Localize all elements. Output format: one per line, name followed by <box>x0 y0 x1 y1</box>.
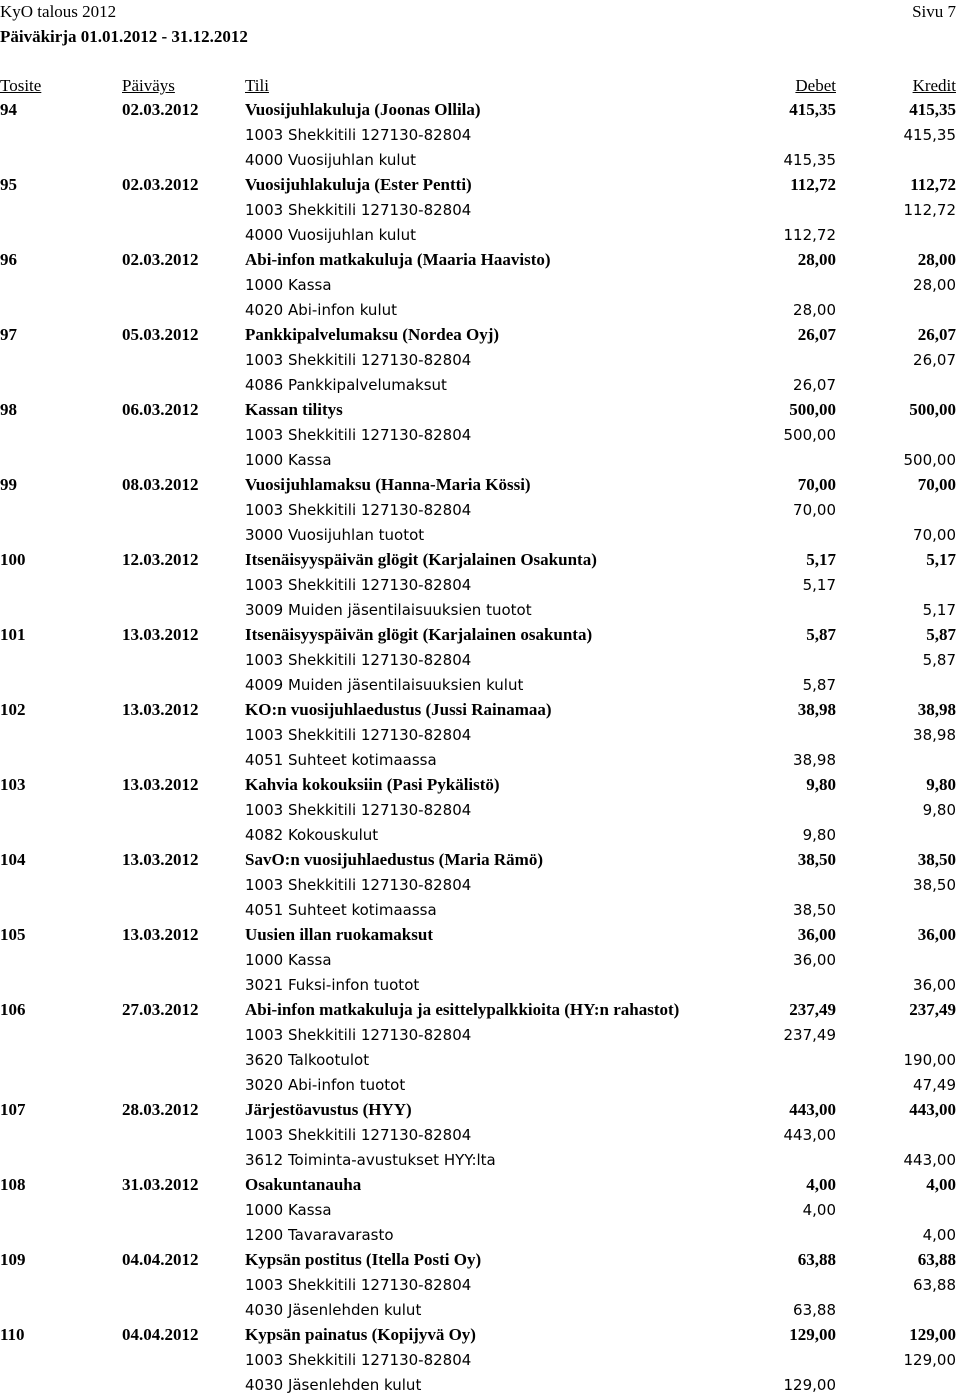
entry-date: 06.03.2012 <box>122 400 199 419</box>
line-debet: 38,50 <box>793 901 836 919</box>
line-kredit: 47,49 <box>913 1076 956 1094</box>
entry-description: Uusien illan ruokamaksut <box>245 925 433 944</box>
line-account: 1003 Shekkitili 127130-82804 <box>245 726 472 744</box>
entry-line <box>0 598 960 623</box>
line-kredit: 129,00 <box>903 1351 956 1369</box>
entry-row <box>0 98 960 123</box>
entry-number: 110 <box>0 1325 25 1344</box>
entry-line <box>0 1148 960 1173</box>
entry-debet: 26,07 <box>797 325 836 344</box>
line-account: 3620 Talkootulot <box>245 1051 370 1069</box>
line-debet: 4,00 <box>802 1201 836 1219</box>
line-kredit: 9,80 <box>922 801 956 819</box>
line-account: 1003 Shekkitili 127130-82804 <box>245 1276 472 1294</box>
page-number: Sivu 7 <box>912 2 956 21</box>
line-account: 1003 Shekkitili 127130-82804 <box>245 1351 472 1369</box>
entry-description: Vuosijuhlamaksu (Hanna-Maria Kössi) <box>245 475 531 494</box>
line-debet: 5,87 <box>802 676 836 694</box>
entry-line <box>0 673 960 698</box>
line-account: 4086 Pankkipalvelumaksut <box>245 376 447 394</box>
entry-line <box>0 123 960 148</box>
entry-date: 12.03.2012 <box>122 550 199 569</box>
entry-number: 101 <box>0 625 26 644</box>
line-account: 1000 Kassa <box>245 451 332 469</box>
line-kredit: 36,00 <box>913 976 956 994</box>
entry-number: 104 <box>0 850 26 869</box>
entry-row <box>0 773 960 798</box>
entry-debet: 38,98 <box>797 700 836 719</box>
line-kredit: 4,00 <box>922 1226 956 1244</box>
entry-row <box>0 323 960 348</box>
entry-kredit: 443,00 <box>909 1100 956 1119</box>
entry-description: Kypsän painatus (Kopijyvä Oy) <box>245 1325 476 1344</box>
entry-description: Osakuntanauha <box>245 1175 362 1194</box>
line-account: 4009 Muiden jäsentilaisuuksien kulut <box>245 676 524 694</box>
entry-date: 31.03.2012 <box>122 1175 199 1194</box>
entry-row <box>0 923 960 948</box>
line-account: 1003 Shekkitili 127130-82804 <box>245 651 472 669</box>
entry-description: Kypsän postitus (Itella Posti Oy) <box>245 1250 482 1269</box>
entry-date: 13.03.2012 <box>122 700 199 719</box>
line-kredit: 112,72 <box>903 201 956 219</box>
entry-kredit: 9,80 <box>926 775 956 794</box>
entry-number: 107 <box>0 1100 26 1119</box>
entry-row <box>0 1248 960 1273</box>
line-debet: 500,00 <box>783 426 836 444</box>
entry-line <box>0 1198 960 1223</box>
entry-debet: 129,00 <box>789 1325 836 1344</box>
line-debet: 9,80 <box>802 826 836 844</box>
entry-line <box>0 223 960 248</box>
entry-line <box>0 1073 960 1098</box>
entry-kredit: 500,00 <box>909 400 956 419</box>
line-account: 4051 Suhteet kotimaassa <box>245 901 437 919</box>
line-kredit: 5,17 <box>922 601 956 619</box>
entry-line <box>0 948 960 973</box>
entry-line <box>0 648 960 673</box>
entry-line <box>0 873 960 898</box>
entry-description: Itsenäisyyspäivän glögit (Karjalainen osakunta) <box>245 625 593 644</box>
entry-description: Itsenäisyyspäivän glögit (Karjalainen Osakunta) <box>245 550 597 569</box>
entry-description: Abi-infon matkakuluja ja esittelypalkkioita (HY:n rahastot) <box>245 1000 680 1019</box>
entry-description: Abi-infon matkakuluja (Maaria Haavisto) <box>245 250 551 269</box>
line-debet: 63,88 <box>793 1301 836 1319</box>
entry-row <box>0 248 960 273</box>
line-debet: 129,00 <box>783 1376 836 1394</box>
entry-line <box>0 148 960 173</box>
entry-kredit: 28,00 <box>917 250 956 269</box>
line-account: 1000 Kassa <box>245 1201 332 1219</box>
entry-date: 13.03.2012 <box>122 775 199 794</box>
line-kredit: 28,00 <box>913 276 956 294</box>
entry-date: 02.03.2012 <box>122 175 199 194</box>
line-account: 4000 Vuosijuhlan kulut <box>245 151 416 169</box>
entry-description: Vuosijuhlakuluja (Joonas Ollila) <box>245 100 481 119</box>
entry-kredit: 112,72 <box>910 175 956 194</box>
entry-line <box>0 823 960 848</box>
entry-kredit: 26,07 <box>917 325 956 344</box>
journal-entries <box>0 98 960 1398</box>
entry-row <box>0 398 960 423</box>
entry-number: 96 <box>0 250 17 269</box>
entry-date: 08.03.2012 <box>122 475 199 494</box>
page-header <box>0 0 960 56</box>
entry-row <box>0 698 960 723</box>
entry-line <box>0 298 960 323</box>
entry-row <box>0 548 960 573</box>
entry-number: 94 <box>0 100 17 119</box>
entry-date: 04.04.2012 <box>122 1325 199 1344</box>
entry-number: 98 <box>0 400 17 419</box>
entry-number: 108 <box>0 1175 26 1194</box>
entry-line <box>0 198 960 223</box>
entry-number: 106 <box>0 1000 26 1019</box>
entry-line <box>0 798 960 823</box>
line-account: 1003 Shekkitili 127130-82804 <box>245 426 472 444</box>
entry-kredit: 63,88 <box>917 1250 956 1269</box>
entry-line <box>0 898 960 923</box>
entry-date: 02.03.2012 <box>122 250 199 269</box>
entry-debet: 36,00 <box>797 925 836 944</box>
entry-row <box>0 1173 960 1198</box>
line-debet: 38,98 <box>793 751 836 769</box>
entry-number: 97 <box>0 325 17 344</box>
entry-date: 04.04.2012 <box>122 1250 199 1269</box>
entry-date: 13.03.2012 <box>122 925 199 944</box>
entry-debet: 9,80 <box>806 775 836 794</box>
entry-line <box>0 348 960 373</box>
entry-line <box>0 1298 960 1323</box>
line-kredit: 415,35 <box>903 126 956 144</box>
line-account: 1003 Shekkitili 127130-82804 <box>245 1026 472 1044</box>
entry-kredit: 5,87 <box>926 625 956 644</box>
line-account: 1003 Shekkitili 127130-82804 <box>245 801 472 819</box>
column-header-tosite: Tosite <box>0 76 42 95</box>
entry-kredit: 38,50 <box>917 850 956 869</box>
entry-debet: 500,00 <box>789 400 836 419</box>
entry-row <box>0 473 960 498</box>
line-account: 1003 Shekkitili 127130-82804 <box>245 201 472 219</box>
entry-kredit: 237,49 <box>909 1000 956 1019</box>
entry-kredit: 4,00 <box>926 1175 956 1194</box>
line-account: 3009 Muiden jäsentilaisuuksien tuotot <box>245 601 532 619</box>
entry-row <box>0 848 960 873</box>
entry-line <box>0 523 960 548</box>
line-account: 1003 Shekkitili 127130-82804 <box>245 126 472 144</box>
entry-debet: 4,00 <box>806 1175 836 1194</box>
line-account: 3021 Fuksi-infon tuotot <box>245 976 420 994</box>
entry-kredit: 38,98 <box>917 700 956 719</box>
line-kredit: 5,87 <box>922 651 956 669</box>
entry-debet: 38,50 <box>797 850 836 869</box>
entry-debet: 70,00 <box>797 475 836 494</box>
entry-debet: 443,00 <box>789 1100 836 1119</box>
entry-line <box>0 573 960 598</box>
line-kredit: 70,00 <box>913 526 956 544</box>
line-account: 1000 Kassa <box>245 951 332 969</box>
column-header-debet: Debet <box>795 76 836 95</box>
line-kredit: 63,88 <box>913 1276 956 1294</box>
entry-number: 100 <box>0 550 26 569</box>
entry-description: Järjestöavustus (HYY) <box>245 1100 412 1119</box>
entry-row <box>0 623 960 648</box>
line-account: 1003 Shekkitili 127130-82804 <box>245 351 472 369</box>
entry-number: 109 <box>0 1250 26 1269</box>
line-debet: 5,17 <box>802 576 836 594</box>
line-account: 1003 Shekkitili 127130-82804 <box>245 1126 472 1144</box>
line-account: 3612 Toiminta-avustukset HYY:lta <box>245 1151 496 1169</box>
entry-number: 103 <box>0 775 26 794</box>
line-debet: 112,72 <box>783 226 836 244</box>
entry-description: SavO:n vuosijuhlaedustus (Maria Rämö) <box>245 850 544 869</box>
entry-debet: 5,17 <box>806 550 836 569</box>
entry-kredit: 36,00 <box>917 925 956 944</box>
entry-description: Kassan tilitys <box>245 400 343 419</box>
entry-line <box>0 423 960 448</box>
line-debet: 237,49 <box>783 1026 836 1044</box>
entry-line <box>0 1373 960 1398</box>
entry-number: 105 <box>0 925 26 944</box>
entry-line <box>0 273 960 298</box>
line-account: 1003 Shekkitili 127130-82804 <box>245 576 472 594</box>
entry-debet: 112,72 <box>790 175 836 194</box>
entry-date: 13.03.2012 <box>122 625 199 644</box>
entry-row <box>0 1323 960 1348</box>
column-headers <box>0 74 960 98</box>
entry-line <box>0 723 960 748</box>
entry-line <box>0 1223 960 1248</box>
entry-description: Vuosijuhlakuluja (Ester Pentti) <box>245 175 472 194</box>
entry-description: Kahvia kokouksiin (Pasi Pykälistö) <box>245 775 500 794</box>
entry-date: 13.03.2012 <box>122 850 199 869</box>
line-kredit: 38,50 <box>913 876 956 894</box>
line-kredit: 26,07 <box>913 351 956 369</box>
line-debet: 36,00 <box>793 951 836 969</box>
line-kredit: 38,98 <box>913 726 956 744</box>
entry-line <box>0 1023 960 1048</box>
entry-line <box>0 498 960 523</box>
entry-line <box>0 1348 960 1373</box>
line-debet: 26,07 <box>793 376 836 394</box>
entry-date: 27.03.2012 <box>122 1000 199 1019</box>
line-account: 3020 Abi-infon tuotot <box>245 1076 406 1094</box>
entry-debet: 28,00 <box>797 250 836 269</box>
entry-number: 102 <box>0 700 26 719</box>
line-account: 3000 Vuosijuhlan tuotot <box>245 526 425 544</box>
entry-number: 99 <box>0 475 17 494</box>
line-kredit: 190,00 <box>903 1051 956 1069</box>
entry-description: Pankkipalvelumaksu (Nordea Oyj) <box>245 325 500 344</box>
line-account: 1200 Tavaravarasto <box>245 1226 394 1244</box>
entry-date: 05.03.2012 <box>122 325 199 344</box>
line-account: 4030 Jäsenlehden kulut <box>245 1301 422 1319</box>
entry-debet: 5,87 <box>806 625 836 644</box>
entry-line <box>0 1123 960 1148</box>
entry-line <box>0 748 960 773</box>
entry-line <box>0 448 960 473</box>
entry-date: 28.03.2012 <box>122 1100 199 1119</box>
entry-date: 02.03.2012 <box>122 100 199 119</box>
entry-debet: 415,35 <box>789 100 836 119</box>
entry-debet: 237,49 <box>789 1000 836 1019</box>
line-account: 1003 Shekkitili 127130-82804 <box>245 501 472 519</box>
line-account: 4051 Suhteet kotimaassa <box>245 751 437 769</box>
line-account: 4030 Jäsenlehden kulut <box>245 1376 422 1394</box>
entry-kredit: 129,00 <box>909 1325 956 1344</box>
entry-row <box>0 998 960 1023</box>
entry-kredit: 70,00 <box>917 475 956 494</box>
column-header-kredit: Kredit <box>912 76 956 95</box>
entry-kredit: 415,35 <box>909 100 956 119</box>
line-account: 1003 Shekkitili 127130-82804 <box>245 876 472 894</box>
line-debet: 443,00 <box>783 1126 836 1144</box>
entry-number: 95 <box>0 175 17 194</box>
line-debet: 415,35 <box>783 151 836 169</box>
entry-row <box>0 173 960 198</box>
line-debet: 70,00 <box>793 501 836 519</box>
entry-line <box>0 1048 960 1073</box>
column-header-date: Päiväys <box>122 76 175 95</box>
entry-kredit: 5,17 <box>926 550 956 569</box>
entry-line <box>0 973 960 998</box>
entry-debet: 63,88 <box>797 1250 836 1269</box>
entry-description: KO:n vuosijuhlaedustus (Jussi Rainamaa) <box>245 700 552 719</box>
line-account: 4000 Vuosijuhlan kulut <box>245 226 416 244</box>
journal-title: Päiväkirja 01.01.2012 - 31.12.2012 <box>0 27 248 46</box>
line-account: 4082 Kokouskulut <box>245 826 379 844</box>
column-header-account: Tili <box>245 76 269 95</box>
entry-line <box>0 1273 960 1298</box>
org-title: KyO talous 2012 <box>0 2 117 21</box>
line-account: 1000 Kassa <box>245 276 332 294</box>
line-kredit: 443,00 <box>903 1151 956 1169</box>
line-debet: 28,00 <box>793 301 836 319</box>
entry-row <box>0 1098 960 1123</box>
line-kredit: 500,00 <box>903 451 956 469</box>
line-account: 4020 Abi-infon kulut <box>245 301 397 319</box>
entry-line <box>0 373 960 398</box>
